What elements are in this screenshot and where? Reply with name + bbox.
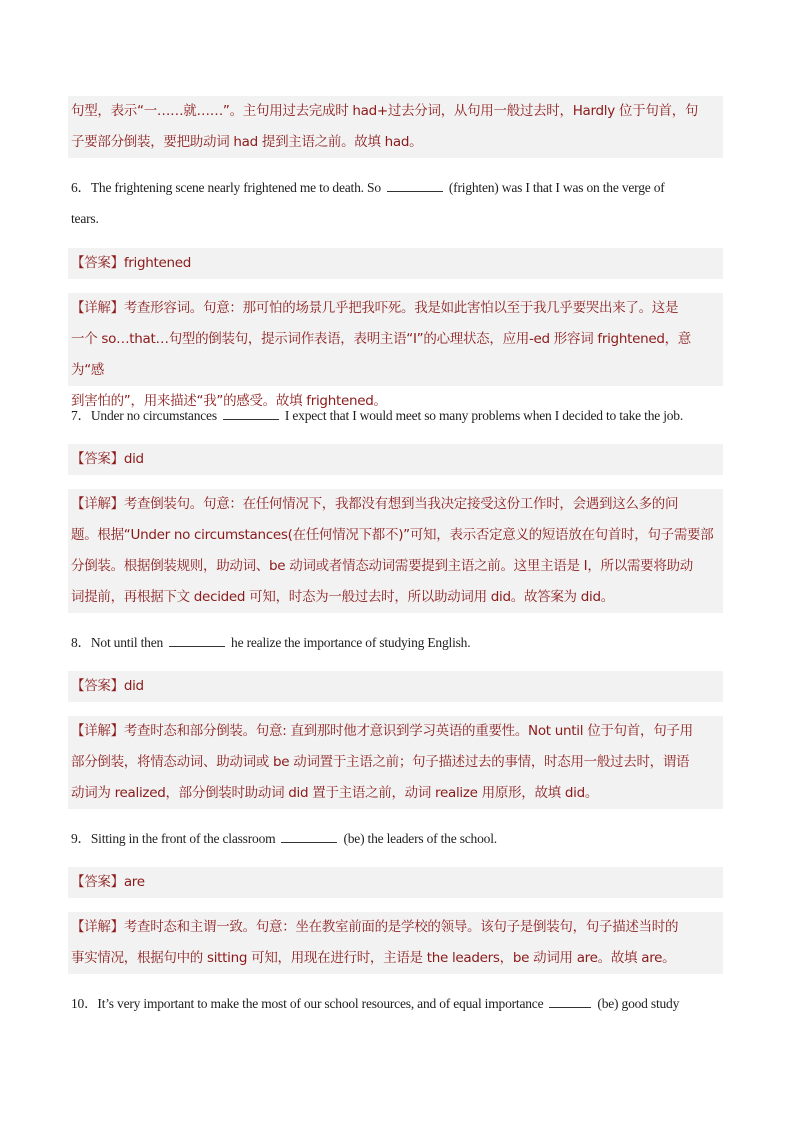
detail-line: 部分倒装，将情态动词、助动词或 be 动词置于主语之前；句子描述过去的事情，时态用一般过去时，谓语	[71, 754, 690, 770]
answer-blank	[281, 830, 337, 843]
question-8	[71, 627, 724, 658]
detail-line: 考查倒装句。句意：在任何情况下，我都没有想到当我决定接受这份工作时，会遇到这么多的问	[123, 496, 679, 512]
question-6	[71, 172, 724, 234]
answer-tag: 【答案】	[71, 255, 124, 271]
question-text: I expect that I would meet so many problems when I decided to take the job.	[284, 408, 684, 423]
question-text: (be) good study	[597, 996, 680, 1011]
answer-blank	[549, 995, 591, 1008]
detail-line: 动词为 realized，部分倒装时助动词 did 置于主语之前，动词 realize 用原形，故填 did。	[71, 785, 599, 801]
question-9	[71, 823, 724, 854]
detail-line: 词提前，再根据下文 decided 可知，时态为一般过去时，所以助动词用 did。故答案为 did。	[71, 589, 614, 605]
detail-tag: 【详解】	[71, 496, 124, 512]
answer-value: did	[123, 451, 144, 467]
detail-line: 一个 so…that…句型的倒装句，提示词作表语，表明主语“I”的心理状态，应用-ed 形容词 frightened，意为“感	[71, 331, 692, 378]
detail-box-q8	[68, 716, 723, 809]
detail-box-q6	[68, 293, 723, 409]
answer-box-q8	[68, 671, 723, 702]
question-7	[71, 400, 724, 431]
detail-line: 分倒装。根据倒装规则，助动词、be 动词或者情态动词需要提到主语之前。这里主语是 I，所以需要将助动	[71, 558, 693, 574]
question-text: 6．The frightening scene nearly frightened me to death. So	[71, 180, 381, 195]
answer-tag: 【答案】	[71, 874, 124, 890]
detail-line: 考查时态和主谓一致。句意：坐在教室前面的是学校的领导。该句子是倒装句，句子描述当时的	[123, 919, 679, 935]
detail-line: 子要部分倒装，要把助动词 had 提到主语之前。故填 had。	[71, 134, 423, 150]
detail-line: 题。根据“Under no circumstances(在任何情况下都不)”可知，表示否定意义的短语放在句首时，句子需要部	[71, 527, 714, 543]
detail-line: 考查时态和部分倒装。句意: 直到那时他才意识到学习英语的重要性。Not until 位于句首，句子用	[123, 723, 693, 739]
answer-value: did	[123, 678, 144, 694]
detail-box-q7	[68, 489, 723, 613]
detail-line: 事实情况，根据句中的 sitting 可知，用现在进行时，主语是 the leaders，be 动词用 are。故填 are。	[71, 950, 676, 966]
answer-tag: 【答案】	[71, 451, 124, 467]
answer-box-q6	[68, 248, 723, 279]
detail-line: 句型，表示“一……就……”。主句用过去完成时 had+过去分词，从句用一般过去时，Hardly 位于句首，句	[71, 103, 699, 119]
detail-box-q9	[68, 912, 723, 974]
question-text: (be) the leaders of the school.	[343, 831, 497, 846]
question-text: (frighten) was I that I was on the verge of	[448, 180, 665, 195]
question-text: 9．Sitting in the front of the classroom	[71, 831, 276, 846]
question-text: 8．Not until then	[71, 635, 164, 650]
answer-blank	[223, 407, 279, 420]
answer-blank	[169, 634, 225, 647]
detail-tag: 【详解】	[71, 723, 124, 739]
answer-value: frightened	[123, 255, 192, 271]
detail-line: 考查形容词。句意：那可怕的场景几乎把我吓死。我是如此害怕以至于我几乎要哭出来了。这是	[123, 300, 679, 316]
question-10	[71, 988, 724, 1019]
question-text: 7．Under no circumstances	[71, 408, 217, 423]
answer-box-q9	[68, 867, 723, 898]
detail-tag: 【详解】	[71, 300, 124, 316]
question-text: 10．It’s very important to make the most of our school resources, and of equal importance	[71, 996, 544, 1011]
detail-tag: 【详解】	[71, 919, 124, 935]
answer-tag: 【答案】	[71, 678, 124, 694]
detail-line: 到害怕的”，用来描述“我”的感受。故填 frightened。	[71, 393, 387, 409]
detail-box-q5-continued	[68, 96, 723, 158]
question-text: tears.	[71, 211, 99, 226]
answer-value: are	[123, 874, 145, 890]
answer-box-q7	[68, 444, 723, 475]
question-text: he realize the importance of studying English.	[231, 635, 471, 650]
answer-blank	[387, 179, 443, 192]
